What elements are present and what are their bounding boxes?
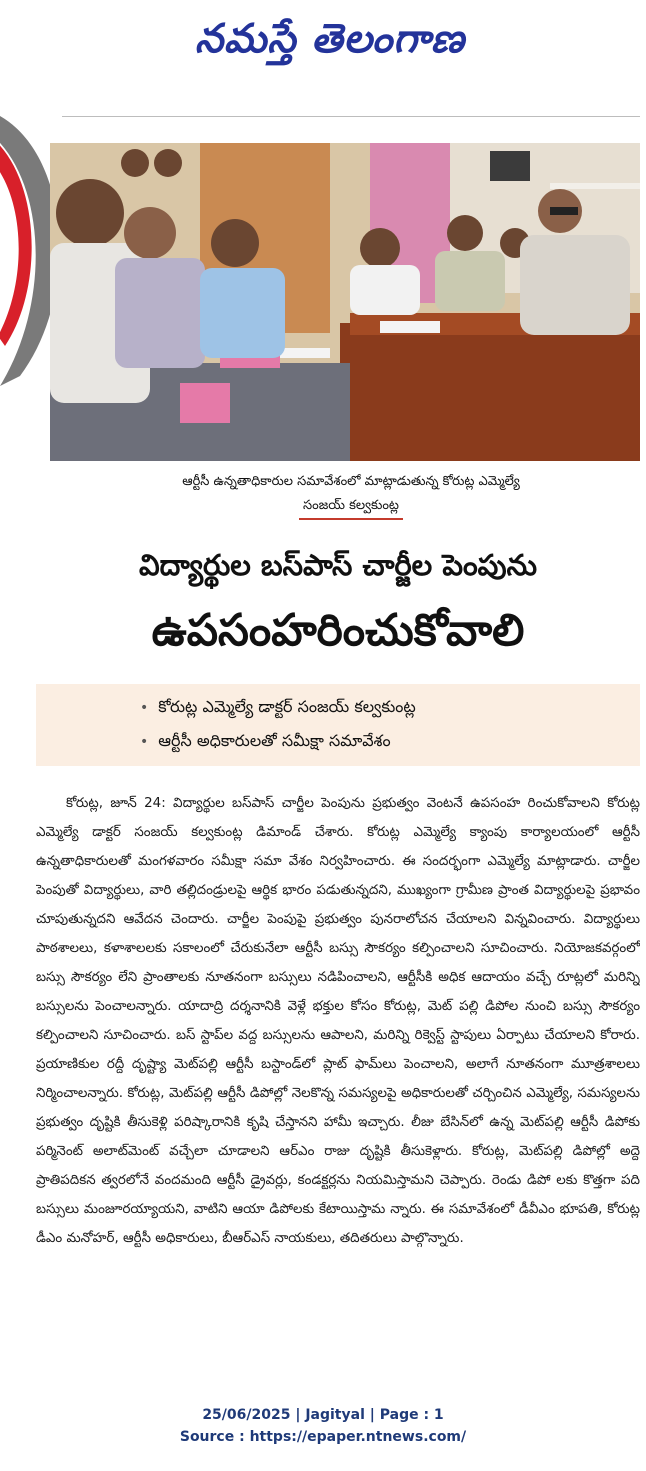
highlight-text: కోరుట్ల ఎమ్మెల్యే డాక్టర్ సంజయ్ కల్వకుంట్ల [158, 697, 416, 716]
footer-date-edition: 25/06/2025 | Jagityal | Page : 1 [202, 1407, 444, 1423]
caption-line-2: సంజయ్ కల్వకుంట్ల [299, 494, 403, 520]
headline-line-2: ఉపసంహరించుకోవాలి [151, 605, 525, 656]
headline-line-1: విద్యార్థుల బస్‌పాస్ చార్జీల పెంపును [138, 548, 537, 582]
bullet-icon: • [140, 734, 149, 750]
highlight-item [140, 726, 620, 756]
caption-line-1: ఆర్టీసీ ఉన్నతాధికారుల సమావేశంలో మాట్లాడుతున్న కోరుట్ల ఎమ్మెల్యే [182, 474, 520, 489]
news-photo [50, 143, 640, 461]
masthead-logo: నమస్తే తెలంగాణ [194, 15, 466, 62]
article-body: కోరుట్ల, జూన్ 24: విద్యార్థుల బస్‌పాస్ చార్జీల పెంపును ప్రభుత్వం వెంటనే ఉపసంహ రించుకోవాలని కోరుట్ల ఎమ్మెల్యే డాక్టర్ సంజయ్ కల్వకుంట్ల డిమాండ్ చేశారు. కోరుట్ల ఎమ్మెల్యే క్యాంపు కార్యాలయంలో ఆర్టీసీ ఉన్నతాధికారులతో మంగళవారం సమీక్షా సమా వేశం నిర్వహించారు. ఈ సందర్భంగా ఎమ్మెల్యే మాట్లాడారు. చార్జీల పెంపుతో విద్యార్థులు, వారి తల్లిదండ్రులపై ఆర్థిక భారం పడుతున్నదని, ముఖ్యంగా గ్రామీణ ప్రాంత విద్యార్థులపై ప్రభావం చూపుతున్నదని ఆవేదన చెందారు. చార్జీల పెంపుపై ప్రభుత్వం పునరాలోచన చేయాలని విన్నవించారు. విద్యార్థులు పాఠశాలలు, కళాశాలలకు సకాలంలో చేరుకునేలా ఆర్టీసీ బస్సు సౌకర్యం కల్పించాలని సూచించారు. నియోజకవర్గంలో బస్సు సౌకర్యం లేని ప్రాంతాలకు నూతనంగా బస్సులు నడిపించాలని, ఆర్టీసీకి అధిక ఆదాయం వచ్చే రూట్లలో మరిన్ని బస్సులను పెంచాలన్నారు. యాదాద్రి దర్శనానికి వెళ్లే భక్తుల కోసం కోరుట్ల, మెట్ పల్లి డిపోల నుంచి బస్సు సౌకర్యం కల్పించాలని సూచించారు. బస్ స్టాప్‌ల వద్ద బస్సులను ఆపాలని, మరిన్ని రిక్వెస్ట్ స్టాపులు ఏర్పాటు చేయాలని కోరారు. ప్రయాణికుల రద్దీ దృష్ట్యా మెట్‌పల్లి ఆర్టీసీ బస్టాండ్‌లో ప్లాట్ ఫామ్‌లు పెంచాలని, అలాగే నూతనంగా మూత్రశాలలు నిర్మించాలన్నారు. కోరుట్ల, మెట్‌పల్లి ఆర్టీసీ డిపోల్లో నెలకొన్న సమస్యలపై అధికారులతో చర్చించిన ఎమ్మెల్యే, సమస్యలను ప్రభుత్వం దృష్టికి తీసుకెళ్లి పరిష్కారానికి కృషి చేస్తానని హామీ ఇచ్చారు. లీజు బేసిన్‌లో ఉన్న మెట్‌పల్లి ఆర్టీసీ డిపోకు పర్మినెంట్ అలాట్‌మెంట్ వచ్చేలా చూడాలని ఆర్‌ఎం రాజు దృష్టికి తీసుకెళ్లారు. కోరుట్ల, మెట్‌పల్లి డిపోల్లో అద్దె ప్రాతిపదికన త్వరలోనే వందమంది ఆర్టీసీ డ్రైవర్లు, కండక్టర్లను నియమిస్తామని చెప్పారు. రెండు డిపో లకు కొత్తగా పది బస్సులు మంజూరయ్యాయని, వాటిని ఆయా డిపోలకు కేటాయిస్తామ న్నారు. ఈ సమావేశంలో డీవీఎం భూపతి, కోరుట్ల డీఎం మనోహర్, ఆర్టీసీ అధికారులు, బీఆర్‌ఎస్ నాయకులు, తదితరులు పాల్గొన్నారు. [36, 796, 640, 1246]
bullet-icon: • [140, 700, 149, 716]
page-footer [0, 1404, 646, 1454]
highlight-text: ఆర్టీసీ అధికారులతో సమీక్షా సమావేశం [158, 731, 391, 750]
highlight-item [140, 692, 620, 722]
footer-source-link[interactable]: Source : https://epaper.ntnews.com/ [179, 1429, 467, 1445]
masthead [0, 0, 646, 80]
photo-caption [62, 470, 640, 528]
highlights-box [36, 684, 640, 766]
masthead-divider [62, 116, 640, 117]
meeting-photo-illustration [50, 143, 640, 461]
